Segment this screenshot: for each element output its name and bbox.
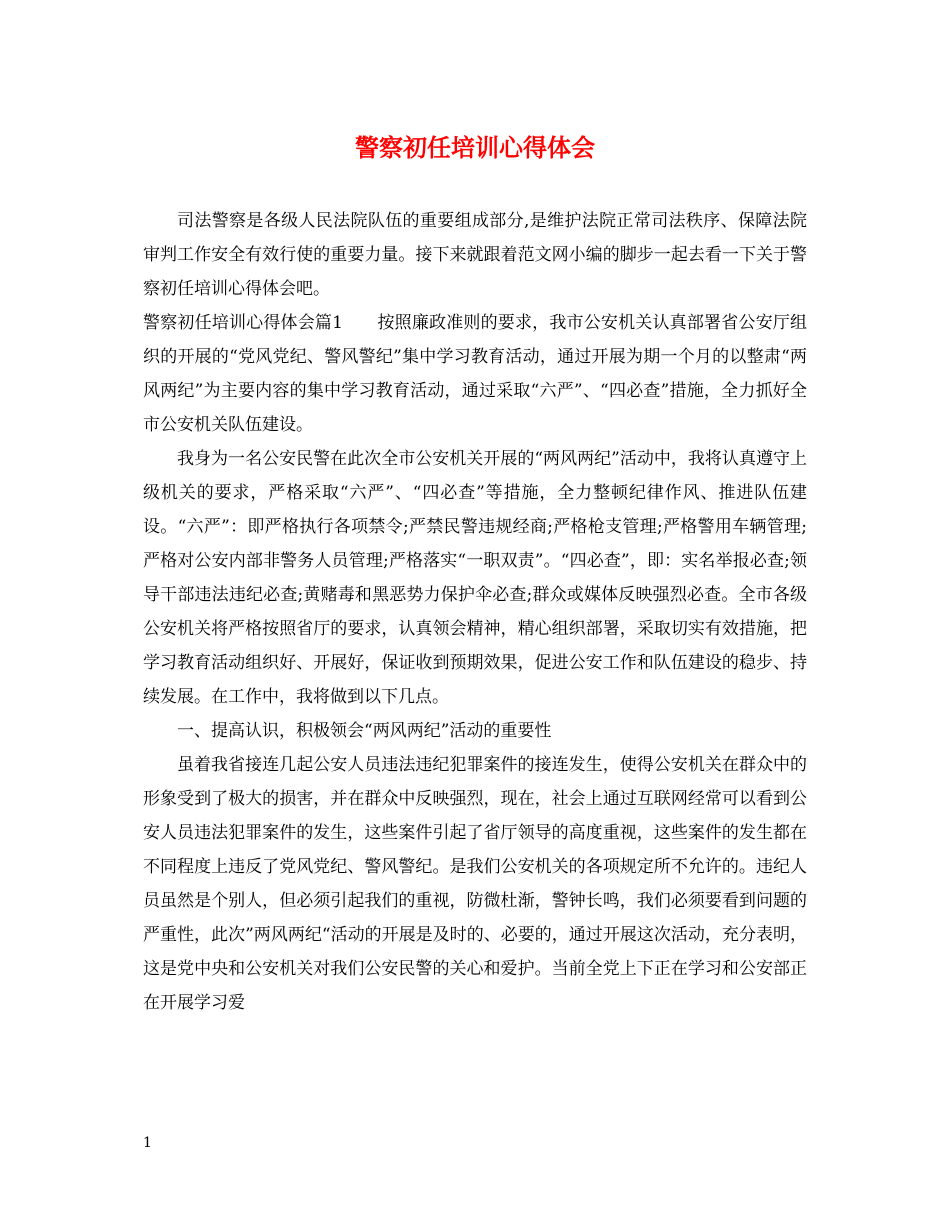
document-body bbox=[143, 204, 807, 1020]
paragraph: 一、提高认识，积极领会“两风两纪”活动的重要性 bbox=[177, 721, 552, 741]
paragraph: 警察初任培训心得体会篇1 按照廉政准则的要求，我市公安机关认真部署省公安厅组织的开展的“党风党纪、警风警纪”集中学习教育活动，通过开展为期一个月的以整肃“两风两纪”为主要内容的集中学习教育活动，通过采取“六严”、“四必查”措施，全力抓好全市公安机关队伍建设。 bbox=[143, 313, 807, 435]
page-number: 1 bbox=[143, 1135, 152, 1151]
paragraph: 司法警察是各级人民法院队伍的重要组成部分,是维护法院正常司法秩序、保障法院审判工作安全有效行使的重要力量。接下来就跟着范文网小编的脚步一起去看一下关于警察初任培训心得体会吧。 bbox=[143, 211, 807, 299]
paragraph: 我身为一名公安民警在此次全市公安机关开展的“两风两纪”活动中，我将认真遵守上级机关的要求，严格采取“六严”、“四必查”等措施，全力整顿纪律作风、推进队伍建设。“六严”：即严格执行各项禁令;严禁民警违规经商;严格枪支管理;严格警用车辆管理;严格对公安内部非警务人员管理;严格落实“一职双责”。“四必查”，即：实名举报必查;领导干部违法违纪必查;黄赌毒和黑恶势力保护伞必查;群众或媒体反映强烈必查。全市各级公安机关将严格按照省厅的要求，认真领会精神，精心组织部署，采取切实有效措施，把学习教育活动组织好、开展好，保证收到预期效果，促进公安工作和队伍建设的稳步、持续发展。在工作中，我将做到以下几点。 bbox=[143, 449, 807, 707]
document-title: 警察初任培训心得体会 bbox=[355, 133, 595, 162]
paragraph: 虽着我省接连几起公安人员违法违纪犯罪案件的接连发生，使得公安机关在群众中的形象受到了极大的损害，并在群众中反映强烈，现在，社会上通过互联网经常可以看到公安人员违法犯罪案件的发生，这些案件引起了省厅领导的高度重视，这些案件的发生都在不同程度上违反了党风党纪、警风警纪。是我们公安机关的各项规定所不允许的。违纪人员虽然是个别人，但必须引起我们的重视，防微杜渐，警钟长鸣，我们必须要看到问题的严重性，此次”两风两纪“活动的开展是及时的、必要的，通过开展这次活动，充分表明，这是党中央和公安机关对我们公安民警的关心和爱护。当前全党上下正在学习和公安部正在开展学习爱 bbox=[143, 755, 807, 1013]
